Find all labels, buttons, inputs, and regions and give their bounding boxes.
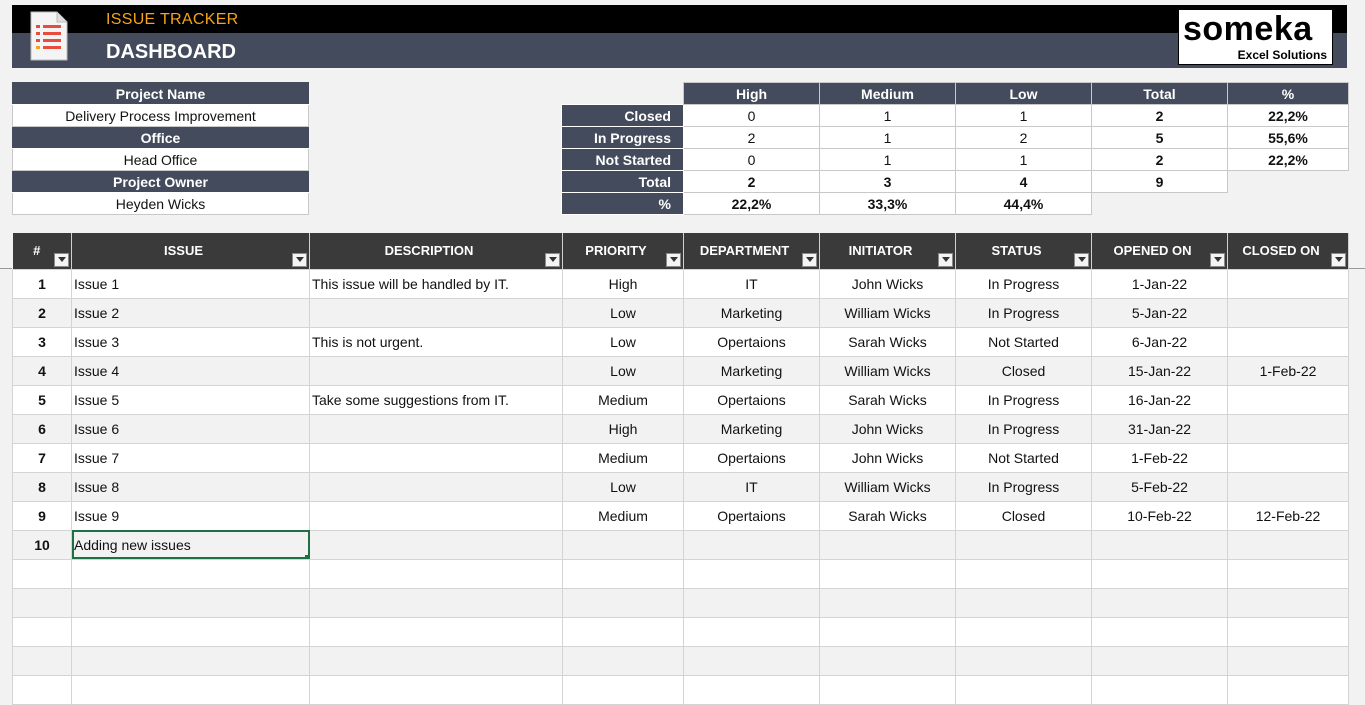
summary-empty	[1228, 171, 1349, 193]
summary-row-closed	[562, 105, 1349, 127]
summary-row-label: Not Started	[562, 149, 684, 171]
column-header-label: #	[33, 243, 41, 259]
cell-priority[interactable]: Medium	[563, 501, 684, 530]
summary-row-percent	[562, 193, 1349, 215]
cell-department[interactable]	[684, 617, 820, 646]
cell-id[interactable]: 1	[13, 269, 72, 298]
summary-cell: 0	[684, 105, 820, 127]
cell-id[interactable]: 2	[13, 298, 72, 327]
cell-priority[interactable]	[563, 646, 684, 675]
cell-description[interactable]	[310, 617, 563, 646]
summary-cell: 1	[956, 105, 1092, 127]
cell-initiator[interactable]	[820, 617, 956, 646]
cell-opened-on[interactable]	[1092, 646, 1228, 675]
cell-status[interactable]: In Progress	[956, 269, 1092, 298]
cell-issue[interactable]: Issue 4	[72, 356, 310, 385]
cell-issue[interactable]	[72, 646, 310, 675]
table-row	[13, 617, 1349, 646]
gridline	[1347, 268, 1365, 269]
cell-priority[interactable]: Low	[563, 356, 684, 385]
cell-initiator[interactable]: Sarah Wicks	[820, 501, 956, 530]
filter-dropdown-icon[interactable]	[1331, 253, 1346, 267]
table-row	[13, 269, 1349, 298]
project-owner-label: Project Owner	[13, 171, 309, 193]
cell-department[interactable]: Marketing	[684, 414, 820, 443]
cell-closed-on[interactable]	[1228, 530, 1349, 559]
table-row	[13, 443, 1349, 472]
cell-priority[interactable]: High	[563, 414, 684, 443]
cell-closed-on[interactable]	[1228, 472, 1349, 501]
logo-word: someka	[1183, 10, 1313, 48]
cell-description[interactable]	[310, 588, 563, 617]
table-row	[13, 559, 1349, 588]
cell-id[interactable]: 3	[13, 327, 72, 356]
cell-initiator[interactable]	[820, 559, 956, 588]
summary-percent-cell: 55,6%	[1228, 127, 1349, 149]
cell-description[interactable]: Take some suggestions from IT.	[310, 385, 563, 414]
cell-priority[interactable]: Low	[563, 472, 684, 501]
column-header-closed-on	[1228, 233, 1349, 269]
column-header-label: INITIATOR	[848, 243, 913, 259]
summary-cell: 4	[956, 171, 1092, 193]
cell-department[interactable]	[684, 530, 820, 559]
cell-priority[interactable]: High	[563, 269, 684, 298]
cell-description[interactable]: This issue will be handled by IT.	[310, 269, 563, 298]
filter-dropdown-icon[interactable]	[292, 253, 307, 267]
cell-closed-on[interactable]	[1228, 298, 1349, 327]
table-row	[13, 530, 1349, 559]
summary-cell: 0	[684, 149, 820, 171]
cell-priority[interactable]	[563, 530, 684, 559]
someka-logo[interactable]	[1178, 9, 1333, 65]
cell-initiator[interactable]: John Wicks	[820, 443, 956, 472]
cell-opened-on[interactable]	[1092, 530, 1228, 559]
summary-cell: 2	[684, 127, 820, 149]
cell-description[interactable]	[310, 414, 563, 443]
column-header-department	[684, 233, 820, 269]
summary-total-cell: 2	[1092, 149, 1228, 171]
project-name-value[interactable]: Delivery Process Improvement	[13, 105, 309, 127]
summary-cell: 3	[820, 171, 956, 193]
cell-opened-on[interactable]: 1-Feb-22	[1092, 443, 1228, 472]
cell-id[interactable]: 5	[13, 385, 72, 414]
cell-opened-on[interactable]: 10-Feb-22	[1092, 501, 1228, 530]
app-title: ISSUE TRACKER	[106, 11, 239, 28]
cell-issue[interactable]	[72, 588, 310, 617]
cell-status[interactable]: In Progress	[956, 414, 1092, 443]
cell-priority[interactable]	[563, 559, 684, 588]
cell-id[interactable]	[13, 646, 72, 675]
summary-percent-cell: 22,2%	[1228, 149, 1349, 171]
cell-issue[interactable]	[72, 617, 310, 646]
cell-closed-on[interactable]	[1228, 385, 1349, 414]
cell-opened-on[interactable]	[1092, 559, 1228, 588]
cell-id[interactable]: 9	[13, 501, 72, 530]
summary-header-total: Total	[1092, 83, 1228, 105]
cell-description[interactable]	[310, 646, 563, 675]
cell-id[interactable]	[13, 588, 72, 617]
cell-initiator[interactable]: John Wicks	[820, 414, 956, 443]
cell-issue[interactable]: Issue 9	[72, 501, 310, 530]
summary-cell: 1	[956, 149, 1092, 171]
summary-cell: 33,3%	[820, 193, 956, 215]
column-header-issue	[72, 233, 310, 269]
summary-row-label: %	[562, 193, 684, 215]
cell-opened-on[interactable]	[1092, 617, 1228, 646]
column-header-description	[310, 233, 563, 269]
filter-dropdown-icon[interactable]	[938, 253, 953, 267]
cell-closed-on[interactable]	[1228, 617, 1349, 646]
cell-initiator[interactable]	[820, 588, 956, 617]
cell-priority[interactable]	[563, 588, 684, 617]
cell-priority[interactable]	[563, 617, 684, 646]
cell-description[interactable]	[310, 559, 563, 588]
cell-opened-on[interactable]: 6-Jan-22	[1092, 327, 1228, 356]
cell-closed-on[interactable]: 1-Feb-22	[1228, 356, 1349, 385]
column-header-label: PRIORITY	[585, 243, 647, 259]
column-header-label: CLOSED ON	[1242, 243, 1320, 259]
cell-id[interactable]: 7	[13, 443, 72, 472]
cell-department[interactable]	[684, 646, 820, 675]
cell-id[interactable]: 10	[13, 530, 72, 559]
cell-department[interactable]	[684, 588, 820, 617]
cell-department[interactable]: IT	[684, 472, 820, 501]
filter-dropdown-icon[interactable]	[1210, 253, 1225, 267]
logo-subtitle: Excel Solutions	[1237, 48, 1327, 62]
summary-cell: 1	[820, 105, 956, 127]
issues-table	[12, 233, 1349, 705]
cell-description[interactable]	[310, 530, 563, 559]
cell-department[interactable]: Opertaions	[684, 385, 820, 414]
cell-id[interactable]: 6	[13, 414, 72, 443]
cell-description[interactable]	[310, 298, 563, 327]
issues-body	[13, 269, 1349, 704]
cell-issue[interactable]: Issue 6	[72, 414, 310, 443]
table-row	[13, 385, 1349, 414]
summary-row-label: Closed	[562, 105, 684, 127]
summary-row-label: Total	[562, 171, 684, 193]
cell-status[interactable]: In Progress	[956, 298, 1092, 327]
summary-header-low: Low	[956, 83, 1092, 105]
cell-opened-on[interactable]: 16-Jan-22	[1092, 385, 1228, 414]
summary-row-not-started	[562, 149, 1349, 171]
cell-department[interactable]: IT	[684, 269, 820, 298]
column-header-label: ISSUE	[163, 243, 203, 259]
cell-issue[interactable]: Issue 5	[72, 385, 310, 414]
cell-status[interactable]: Not Started	[956, 443, 1092, 472]
cell-status[interactable]	[956, 617, 1092, 646]
selection-fill-handle[interactable]	[305, 555, 310, 560]
column-header-priority	[563, 233, 684, 269]
header-banner	[12, 5, 1347, 68]
cell-issue[interactable]: Issue 8	[72, 472, 310, 501]
cell-issue[interactable]: Issue 7	[72, 443, 310, 472]
cell-initiator[interactable]: William Wicks	[820, 472, 956, 501]
column-header-opened-on	[1092, 233, 1228, 269]
cell-status[interactable]	[956, 588, 1092, 617]
summary-cell: 1	[820, 149, 956, 171]
column-header-label: DESCRIPTION	[384, 243, 474, 259]
filter-dropdown-icon[interactable]	[666, 253, 681, 267]
page-title: DASHBOARD	[106, 41, 236, 63]
summary-total-cell: 2	[1092, 105, 1228, 127]
cell-status[interactable]: Not Started	[956, 327, 1092, 356]
column-header-initiator	[820, 233, 956, 269]
column-header-status	[956, 233, 1092, 269]
cell-closed-on[interactable]: 12-Feb-22	[1228, 501, 1349, 530]
cell-priority[interactable]: Medium	[563, 443, 684, 472]
cell-initiator[interactable]: Sarah Wicks	[820, 385, 956, 414]
column-header-id	[13, 233, 72, 269]
cell-description[interactable]	[310, 443, 563, 472]
table-row	[13, 356, 1349, 385]
summary-cell: 22,2%	[684, 193, 820, 215]
filter-dropdown-icon[interactable]	[802, 253, 817, 267]
cell-id[interactable]	[13, 559, 72, 588]
cell-opened-on[interactable]: 31-Jan-22	[1092, 414, 1228, 443]
filter-dropdown-icon[interactable]	[54, 253, 69, 267]
cell-closed-on[interactable]	[1228, 414, 1349, 443]
cell-id[interactable]	[13, 617, 72, 646]
cell-closed-on[interactable]	[1228, 646, 1349, 675]
column-header-label: DEPARTMENT	[699, 243, 790, 259]
cell-status[interactable]	[956, 646, 1092, 675]
cell-department[interactable]: Marketing	[684, 298, 820, 327]
issues-header-row	[13, 233, 1349, 269]
project-owner-value[interactable]: Heyden Wicks	[13, 193, 309, 215]
cell-initiator[interactable]: John Wicks	[820, 269, 956, 298]
summary-empty	[1228, 193, 1349, 215]
cell-description[interactable]	[310, 356, 563, 385]
cell-priority[interactable]: Low	[563, 327, 684, 356]
summary-cell: 1	[820, 127, 956, 149]
summary-row-in-progress	[562, 127, 1349, 149]
cell-status[interactable]: Closed	[956, 501, 1092, 530]
cell-status[interactable]: In Progress	[956, 472, 1092, 501]
cell-closed-on[interactable]	[1228, 327, 1349, 356]
project-name-label: Project Name	[13, 83, 309, 105]
office-label: Office	[13, 127, 309, 149]
cell-description[interactable]	[310, 472, 563, 501]
summary-row-total	[562, 171, 1349, 193]
table-row	[13, 327, 1349, 356]
office-value[interactable]: Head Office	[13, 149, 309, 171]
cell-opened-on[interactable]	[1092, 588, 1228, 617]
summary-percent-cell: 22,2%	[1228, 105, 1349, 127]
summary-cell: 2	[684, 171, 820, 193]
cell-initiator[interactable]: William Wicks	[820, 356, 956, 385]
cell-department[interactable]: Marketing	[684, 356, 820, 385]
table-row	[13, 646, 1349, 675]
summary-header-percent: %	[1228, 83, 1349, 105]
filter-dropdown-icon[interactable]	[1074, 253, 1089, 267]
cell-status[interactable]	[956, 530, 1092, 559]
cell-department[interactable]: Opertaions	[684, 443, 820, 472]
cell-initiator[interactable]	[820, 646, 956, 675]
summary-total-cell: 5	[1092, 127, 1228, 149]
summary-corner	[562, 83, 684, 105]
column-header-label: OPENED ON	[1113, 243, 1192, 259]
cell-opened-on[interactable]: 5-Feb-22	[1092, 472, 1228, 501]
cell-opened-on[interactable]: 15-Jan-22	[1092, 356, 1228, 385]
cell-issue[interactable]: Adding new issues	[72, 530, 310, 559]
cell-department[interactable]: Opertaions	[684, 327, 820, 356]
cell-closed-on[interactable]	[1228, 443, 1349, 472]
summary-grand-total-cell: 9	[1092, 171, 1228, 193]
table-row	[13, 588, 1349, 617]
cell-initiator[interactable]	[820, 530, 956, 559]
checklist-document-icon	[29, 10, 69, 62]
filter-dropdown-icon[interactable]	[545, 253, 560, 267]
cell-status[interactable]: Closed	[956, 356, 1092, 385]
summary-cell: 2	[956, 127, 1092, 149]
summary-empty	[1092, 193, 1228, 215]
cell-description[interactable]	[310, 501, 563, 530]
cell-priority[interactable]: Low	[563, 298, 684, 327]
summary-cell: 44,4%	[956, 193, 1092, 215]
table-row	[13, 414, 1349, 443]
cell-id[interactable]: 8	[13, 472, 72, 501]
summary-row-label: In Progress	[562, 127, 684, 149]
cell-id[interactable]: 4	[13, 356, 72, 385]
cell-status[interactable]	[956, 559, 1092, 588]
cell-status[interactable]: In Progress	[956, 385, 1092, 414]
cell-closed-on[interactable]	[1228, 269, 1349, 298]
summary-table	[561, 82, 1349, 215]
cell-closed-on[interactable]	[1228, 559, 1349, 588]
cell-initiator[interactable]: William Wicks	[820, 298, 956, 327]
summary-header-high: High	[684, 83, 820, 105]
cell-initiator[interactable]: Sarah Wicks	[820, 327, 956, 356]
cell-issue[interactable]: Issue 1	[72, 269, 310, 298]
cell-description[interactable]: This is not urgent.	[310, 327, 563, 356]
table-row	[13, 472, 1349, 501]
table-row	[13, 501, 1349, 530]
project-info-table	[12, 82, 309, 215]
cell-department[interactable]	[684, 559, 820, 588]
column-header-label: STATUS	[991, 243, 1042, 259]
cell-priority[interactable]: Medium	[563, 385, 684, 414]
cell-opened-on[interactable]: 1-Jan-22	[1092, 269, 1228, 298]
cell-issue[interactable]: Issue 3	[72, 327, 310, 356]
cell-issue[interactable]	[72, 559, 310, 588]
cell-closed-on[interactable]	[1228, 588, 1349, 617]
cell-opened-on[interactable]: 5-Jan-22	[1092, 298, 1228, 327]
gridline	[0, 268, 12, 269]
cell-department[interactable]: Opertaions	[684, 501, 820, 530]
table-row	[13, 298, 1349, 327]
cell-issue[interactable]: Issue 2	[72, 298, 310, 327]
summary-header-medium: Medium	[820, 83, 956, 105]
